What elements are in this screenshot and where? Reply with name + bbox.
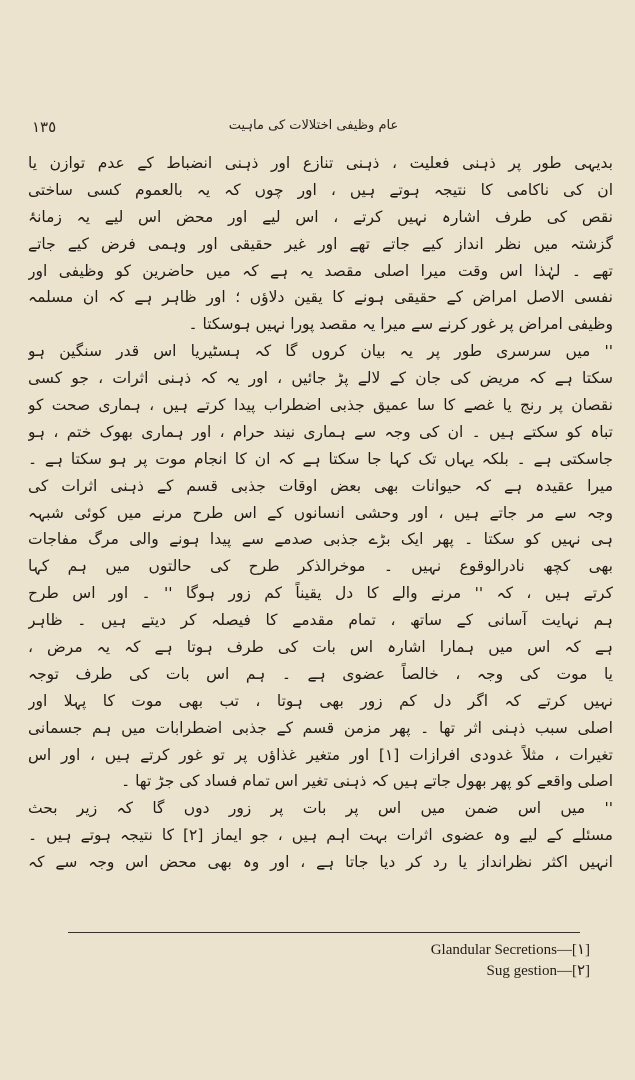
text-line: '' میں اس ضمن میں اس پر بات پر زور دوں گا کہ زیر بحث [28,799,613,818]
running-title: عام وظیفی اختلالات کی ماہیت [228,118,399,133]
text-line: بھی کچھ نادرالوقوع نہیں ۔ موخرالذکر طرح کی حالتوں میں ہم کہا [28,557,613,576]
page-number: ١٣٥ [32,118,57,136]
text-line: میرا عقیدہ ہے کہ حیوانات بھی بعض اوقات جذبی قسم کے ذہنی اثرات کی [28,476,613,495]
footnote-divider [68,932,580,933]
footnote: Glandular Secretions—[١] [430,942,590,958]
text-line: بدیہی طور پر ذہنی فعلیت ، ذہنی تنازع اور ذہنی انضباط کے عدم توازن یا [28,154,613,172]
text-line: ان کی ناکامی کا نتیجہ ہوتے ہیں ، اور چوں کہ یہ بالعموم کسی ساختی [28,180,613,199]
text-line: تھے ۔ لہٰذا اس وقت میرا اصلی مقصد یہ ہے کہ میں حاضرین کو وظیفی اور [28,261,613,280]
text-line: سکتا ہے کہ مریض کی جان کے لالے پڑ جائیں ، اور یہ کہ ذہنی اثرات ، جو کسی [28,369,613,388]
text-line: نقص کی طرف اشارہ نہیں کرتے ، اس لیے اور محض اس لیے یہ زمانۂ [28,207,613,226]
text-line: ہے کہ اس میں ہمارا اشارہ اس بات کی طرف ہوتا ہے کہ یہ مرض ، [28,638,613,657]
text-line: وجہ سے مر جاتے ہیں ، اور وحشی انسانوں کے اس طرح مرنے میں کوئی شبہہ [28,503,613,522]
text-line: ہم نہایت آسانی کے ساتھ ، تمام مقدمے کا فیصلہ کر دیتے ہیں ۔ ظاہر [28,611,613,630]
text-line: نفسی الاصل امراض کے حقیقی ہونے کا یقین دلاؤں ؛ اور ظاہر ہے کہ ان مسلمہ [28,288,613,307]
text-line: نقصان پر رنج یا غصے کا سا عمیق جذبی اضطراب پیدا کرتے ہیں ، ہماری صحت کو [28,396,613,415]
text-line: یا موت کی وجہ ، خالصاً عضوی ہے ۔ ہم اس بات کی طرف توجہ [28,664,613,683]
page-header [32,118,595,144]
text-line: گزشتہ میں نظر انداز کیے جاتے تھے اور غیر حقیقی اور وہمی فرض کیے جاتے [28,234,613,253]
footnote: Sug gestion—[٢] [486,963,590,979]
text-line: اصلی واقعے کو پھر بھول جاتے ہیں کہ ذہنی تغیر اس تمام فساد کی جڑ تھا ۔ [121,772,613,791]
text-line: '' میں سرسری طور پر یہ بیان کروں گا کہ ہسٹیریا اس قدر سنگین ہو [28,342,613,361]
body-text [28,150,613,876]
text-line: وظیفی امراض پر غور کرنے سے میرا یہ مقصد پورا نہیں ہوسکتا ۔ [188,315,613,334]
text-line: مسئلے کے لیے وہ عضوی اثرات بہت اہم ہیں ، جو ایماز [٢] کا نتیجہ ہوتے ہیں ۔ [28,826,613,845]
text-line: ہی نہیں کو سکتا ۔ پھر ایک بڑے جذبی صدمے سے پیدا ہونے والی مرگ مفاجات [28,530,613,549]
text-line: کرتے ہیں ، کہ '' مرنے والے کا دل یقیناً کم زور ہوگا '' ۔ اور اس طرح [28,584,613,603]
text-line: نہیں کرتے کہ اگر دل کم زور بھی ہوتا ، تب بھی موت کا پہلا اور [28,691,613,710]
text-line: انہیں اکثر نظرانداز یا رد کر دیا جاتا ہے ، اور وہ بھی محض اس وجہ سے کہ [28,853,613,872]
text-line: اصلی سبب ذہنی اثر تھا ۔ پھر مزمن قسم کے جذبی اضطرابات میں ہم جسمانی [28,718,613,737]
footnotes [330,940,590,982]
text-line: تباہ کو سکتے ہیں ۔ ان کی وجہ سے ہماری نیند حرام ، اور ہماری بھوک ختم ، ہو [28,422,613,441]
text-line: جاسکتی ہے ۔ بلکہ یہاں تک کہا جا سکتا ہے کہ ان کا انجام موت پر ہو سکتا ہے ۔ [28,449,613,468]
text-line: تغیرات ، مثلاً غدودی افرازات [١] اور متغیر غذاؤں پر تو غور کرتے ہیں ، اور اس [28,745,613,764]
